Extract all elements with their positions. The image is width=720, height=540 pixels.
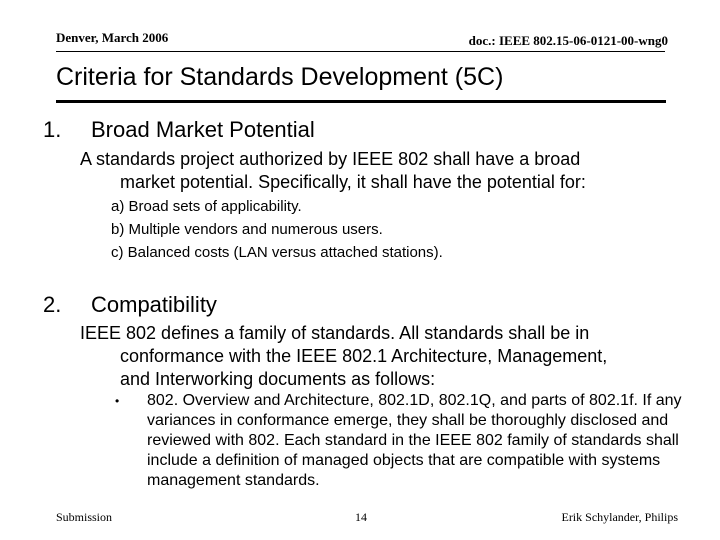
section-2-bullet-text: 802. Overview and Architecture, 802.1D, 802.1Q, and parts of 802.1f. If any variances in conformance emerge, they shall be thoroughly disclosed and reviewed with 802. Each standard in the IEEE 802 family of standards shall include a definition of managed objects that are compatible with systems management standards.	[147, 392, 682, 489]
list-item: a) Broad sets of applicability.	[111, 198, 302, 215]
section-2-paragraph-line-1: IEEE 802 defines a family of standards. All standards shall be in	[80, 323, 590, 343]
section-1-heading: Broad Market Potential	[91, 117, 315, 142]
title-divider	[56, 100, 666, 103]
section-2-number: 2.	[43, 292, 62, 317]
header-date-location: Denver, March 2006	[56, 30, 169, 45]
slide-title: Criteria for Standards Development (5C)	[56, 63, 504, 91]
section-1-paragraph	[80, 148, 680, 194]
section-2-paragraph-line-2: conformance with the IEEE 802.1 Architecture, Management,	[120, 346, 608, 366]
section-1-number: 1.	[43, 117, 62, 142]
header-divider	[56, 51, 665, 52]
bullet-icon: •	[115, 394, 120, 408]
list-item: c) Balanced costs (LAN versus attached stations).	[111, 244, 443, 261]
section-1-paragraph-line-2: market potential. Specifically, it shall have the potential for:	[120, 172, 586, 192]
section-1-paragraph-line-1: A standards project authorized by IEEE 802 shall have a broad	[80, 149, 581, 169]
footer-submission: Submission	[56, 510, 113, 524]
section-2-paragraph	[80, 322, 680, 391]
header-doc-id: doc.: IEEE 802.15-06-0121-00-wng0	[468, 33, 668, 48]
section-1-list	[111, 195, 443, 264]
section-2-heading: Compatibility	[91, 292, 217, 317]
list-item: b) Multiple vendors and numerous users.	[111, 221, 383, 238]
footer-page-number: 14	[355, 510, 367, 524]
footer-author: Erik Schylander, Philips	[561, 510, 678, 524]
section-2-paragraph-line-3: and Interworking documents as follows:	[120, 369, 436, 389]
